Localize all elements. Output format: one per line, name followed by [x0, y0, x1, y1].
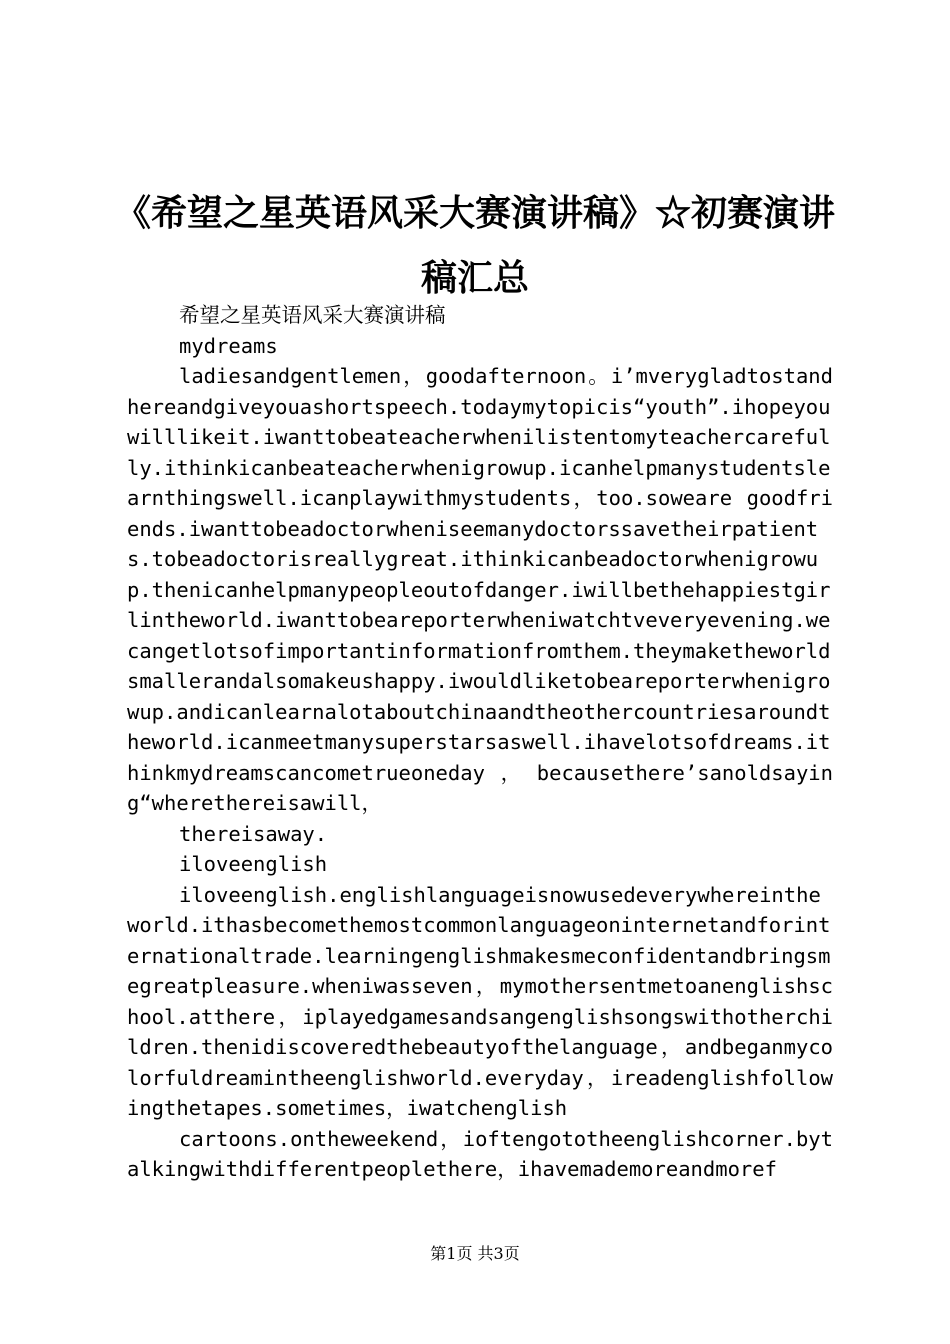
page-number-footer: 第1页 共3页 — [430, 1244, 520, 1263]
paragraph-heading-iloveenglish: iloveenglish — [179, 852, 328, 876]
paragraph-subtitle: 希望之星英语风采大赛演讲稿 — [179, 303, 446, 327]
paragraph-heading-mydreams: mydreams — [179, 333, 278, 358]
document-body — [127, 300, 833, 1185]
paragraph-mydreams-body: ladiesandgentlemen，goodafternoon。i’mverygladtostandhereandgiveyouashortspeech.todaymytopicis“youth”.ihopeyouwilllikeit.iwanttobeateacherwhenilistentomyteachercarefully.ithinkicanbeateacherwhenigrowup.icanhelpmanystudentslearnthingswell.icanplaywithmystudents，too.soweare goodfriends.iwanttobeadoctorwheniseemanydoctorssavetheirpatients.tobeadoctorisreallygreat.ithinkicanbeadoctorwhenigrowup.thenicanhelpmanypeopleoutofdanger.iwillbethehappiestgirlintheworld.iwanttobeareporterwheniwatchtveveryevening.wecangetlotsofimportantinformationfromthem.theymaketheworldsmallerandalsomakeushappy.iwouldliketobeareporterwhenigrowup.andicanlearnalotaboutchinaandtheothercountriesaroundtheworld.icanmeetmanysuperstarsaswell.ihavelotsofdreams.ithinkmydreamscancometrueoneday，becausethere’sanoldsaying“wherethereisawill， — [127, 364, 833, 815]
paragraph-mydreams-end: thereisaway. — [179, 821, 328, 846]
document-title: 《希望之星英语风采大赛演讲稿》☆初赛演讲稿汇总 — [114, 192, 835, 299]
paragraph-iloveenglish-continued: cartoons.ontheweekend，ioftengototheenglishcorner.bytalkingwithdifferentpeoplethere，ihavemademoreandmoref — [127, 1126, 833, 1181]
paragraph-iloveenglish-body: iloveenglish.englishlanguageisnowusedeverywhereintheworld.ithasbecomethemostcommonlanguageoninternetandforinternationaltrade.learningenglishmakesmeconfidentandbringsmegreatpleasure.wheniwasseven，mymothersentmetoanenglishschool.atthere，iplayedgamesandsangenglishsongswithotherchildren.thenidiscoveredthebeautyofthelanguage，andbeganmycolorfuldreamintheenglishworld.everyday，ireadenglishfollowingthetapes.sometimes，iwatchenglish — [127, 882, 833, 1120]
